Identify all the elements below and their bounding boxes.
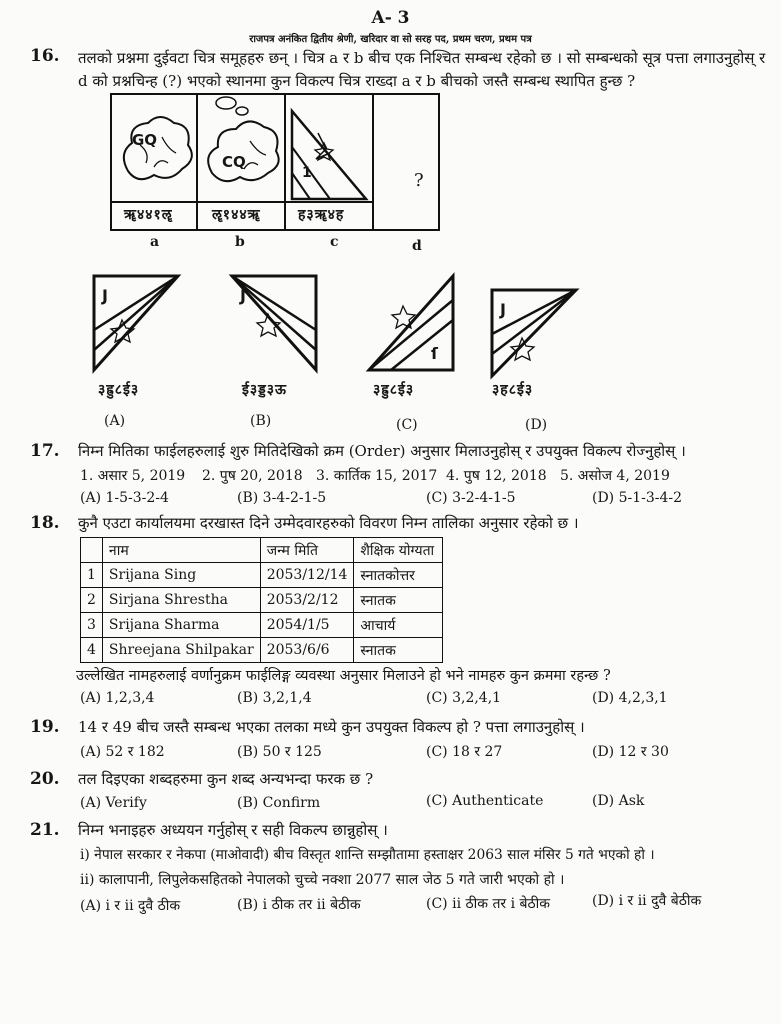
q19-text: 14 र 49 बीच जस्तै सम्बन्ध भएका तलका मध्ये कुन उपयुक्त विकल्प हो ? पत्ता लगाउनुहोस् । <box>78 718 585 736</box>
table-cell: स्नातक <box>354 588 443 613</box>
q17-number: 17. <box>30 441 60 461</box>
table-header-row <box>81 538 443 563</box>
option-a-script: ३ह्रु८ई३ <box>98 382 140 398</box>
q17-option-b[interactable]: (B) 3-4-2-1-5 <box>237 490 327 506</box>
option-d-triangle <box>488 284 588 384</box>
table-cell: Srijana Sharma <box>102 613 260 638</box>
q20-number: 20. <box>30 769 60 789</box>
q16-option-b-label[interactable]: (B) <box>250 413 272 429</box>
table-header-cell <box>81 538 103 563</box>
figure-b-label: b <box>235 234 245 250</box>
page-number: A- 3 <box>371 8 410 28</box>
q16-number: 16. <box>30 46 60 66</box>
q17-date-3: 3. कार्तिक 15, 2017 <box>316 468 438 484</box>
q20-option-d[interactable]: (D) Ask <box>592 793 645 809</box>
figure-a-label: a <box>150 234 160 250</box>
q21-option-b[interactable]: (B) i ठीक तर ii बेठीक <box>237 897 361 913</box>
option-figure-a[interactable] <box>90 270 190 410</box>
q18-option-d[interactable]: (D) 4,2,3,1 <box>592 690 668 706</box>
figure-c-label: c <box>330 234 339 250</box>
q18-option-a[interactable]: (A) 1,2,3,4 <box>80 690 155 706</box>
q21-statement-2: ii) कालापानी, लिपुलेकसहितको नेपालको चुच्चे नक्शा 2077 साल जेठ 5 गते जारी भएको हो । <box>80 872 565 888</box>
q16-option-a-label[interactable]: (A) <box>104 413 126 429</box>
figure-d-question-mark: ? <box>414 170 424 191</box>
option-d-script: ३ह८ई३ <box>492 382 534 398</box>
applicants-table <box>80 537 443 663</box>
option-figure-b[interactable] <box>228 270 328 410</box>
q18-text: कुनै एउटा कार्यालयमा दरखास्त दिने उम्मेदवारहरुको विवरण निम्न तालिका अनुसार रहेको छ । <box>78 514 579 532</box>
table-cell: 2054/1/5 <box>260 613 354 638</box>
option-figure-d[interactable] <box>488 284 588 414</box>
q20-option-a[interactable]: (A) Verify <box>80 795 147 811</box>
figure-c <box>286 93 374 231</box>
figure-a <box>110 93 198 231</box>
figure-b <box>198 93 286 231</box>
table-cell: 2053/2/12 <box>260 588 354 613</box>
q19-option-c[interactable]: (C) 18 र 27 <box>426 744 503 760</box>
table-cell: आचार्य <box>354 613 443 638</box>
table-row <box>81 613 443 638</box>
table-cell: 2053/12/14 <box>260 563 354 588</box>
q18-option-c[interactable]: (C) 3,2,4,1 <box>426 690 502 706</box>
q20-option-c[interactable]: (C) Authenticate <box>426 793 544 809</box>
q16-option-d-label[interactable]: (D) <box>525 417 548 433</box>
q17-option-d[interactable]: (D) 5-1-3-4-2 <box>592 490 683 506</box>
q19-option-b[interactable]: (B) 50 र 125 <box>237 744 322 760</box>
figure-c-letters: 1 <box>302 165 312 181</box>
q19-option-d[interactable]: (D) 12 र 30 <box>592 744 669 760</box>
q18-option-b[interactable]: (B) 3,2,1,4 <box>237 690 312 706</box>
option-b-letter: J <box>240 286 246 305</box>
table-cell: Sirjana Shrestha <box>102 588 260 613</box>
table-cell: स्नातकोत्तर <box>354 563 443 588</box>
q17-option-a[interactable]: (A) 1-5-3-2-4 <box>80 490 169 506</box>
q18-after-text: उल्लेखित नामहरुलाई वर्णानुक्रम फाईलिङ्ग व्यवस्था अनुसार मिलाउने हो भने नामहरु कुन क्रममा रहन्छ ? <box>76 668 611 684</box>
q21-option-a[interactable]: (A) i र ii दुवै ठीक <box>80 898 181 914</box>
table-cell: 1 <box>81 563 103 588</box>
table-cell: 4 <box>81 638 103 663</box>
q17-date-1: 1. असार 5, 2019 <box>80 468 186 484</box>
q17-option-c[interactable]: (C) 3-2-4-1-5 <box>426 490 516 506</box>
figure-a-script: ॠ४४१ॡ <box>124 207 173 223</box>
q21-option-c[interactable]: (C) ii ठीक तर i बेठीक <box>426 896 551 912</box>
figure-b-script: ॡ१४४ॠ <box>212 207 261 223</box>
option-c-triangle <box>365 270 465 380</box>
q21-statement-1: i) नेपाल सरकार र नेकपा (माओवादी) बीच विस्तृत शान्ति सम्झौतामा हस्ताक्षर 2063 साल मंसिर 5 गते भएको हो । <box>80 847 655 863</box>
figure-b-letters: CQ <box>222 153 246 171</box>
table-cell: 2053/6/6 <box>260 638 354 663</box>
figure-d-label: d <box>412 238 422 254</box>
q19-number: 19. <box>30 717 60 737</box>
q21-option-d[interactable]: (D) i र ii दुवै बेठीक <box>592 893 702 909</box>
exam-subtitle: राजपत्र अनंकित द्वितीय श्रेणी, खरिदार वा सो सरह पद, प्रथम चरण, प्रथम पत्र <box>249 34 532 45</box>
table-header-cell: जन्म मिति <box>260 538 354 563</box>
q16-text-line2: d को प्रश्नचिन्ह (?) भएको स्थानमा कुन विकल्प चित्र राख्दा a र b बीचको जस्तै सम्बन्ध स्थापित हुन्छ ? <box>78 72 636 90</box>
table-cell: Shreejana Shilpakar <box>102 638 260 663</box>
q20-option-b[interactable]: (B) Confirm <box>237 795 321 811</box>
table-cell: Srijana Sing <box>102 563 260 588</box>
q19-option-a[interactable]: (A) 52 र 182 <box>80 744 165 760</box>
table-row <box>81 588 443 613</box>
q16-option-c-label[interactable]: (C) <box>396 417 418 433</box>
table-cell: स्नातक <box>354 638 443 663</box>
option-c-script: ३ह्रु८ई३ <box>373 382 415 398</box>
table-cell: 3 <box>81 613 103 638</box>
option-figure-c[interactable] <box>365 270 465 410</box>
q17-text: निम्न मितिका फाईलहरुलाई शुरु मितिदेखिको क्रम (Order) अनुसार मिलाउनुहोस् र उपयुक्त विकल्प रोज्नुहोस् । <box>78 442 686 460</box>
figure-c-script: ह३ॠ४ह <box>298 207 345 223</box>
figure-a-letters: GQ <box>132 131 158 149</box>
table-row <box>81 638 443 663</box>
q21-text: निम्न भनाइहरु अध्ययन गर्नुहोस् र सही विकल्प छान्नुहोस् । <box>78 821 388 839</box>
q18-number: 18. <box>30 513 60 533</box>
option-b-script: ई३ड्ड३ऊ <box>242 382 288 398</box>
table-cell: 2 <box>81 588 103 613</box>
q21-number: 21. <box>30 820 60 840</box>
q17-date-2: 2. पुष 20, 2018 <box>202 468 303 484</box>
q16-text-line1: तलको प्रश्नमा दुईवटा चित्र समूहहरु छन् । चित्र a र b बीच एक निश्चित सम्बन्ध रहेको छ । सो सम्बन्धको सूत्र पत्ता लगाउनुहोस् र <box>78 49 766 67</box>
option-a-letter: J <box>102 286 108 305</box>
option-c-letter: ſ <box>431 344 438 363</box>
q17-date-4: 4. पुष 12, 2018 <box>446 468 547 484</box>
table-row <box>81 563 443 588</box>
q17-date-5: 5. असोज 4, 2019 <box>560 468 670 484</box>
q20-text: तल दिइएका शब्दहरुमा कुन शब्द अन्यभन्दा फरक छ ? <box>78 770 374 788</box>
option-d-letter: J <box>500 300 506 319</box>
table-header-cell: शैक्षिक योग्यता <box>354 538 443 563</box>
table-header-cell: नाम <box>102 538 260 563</box>
